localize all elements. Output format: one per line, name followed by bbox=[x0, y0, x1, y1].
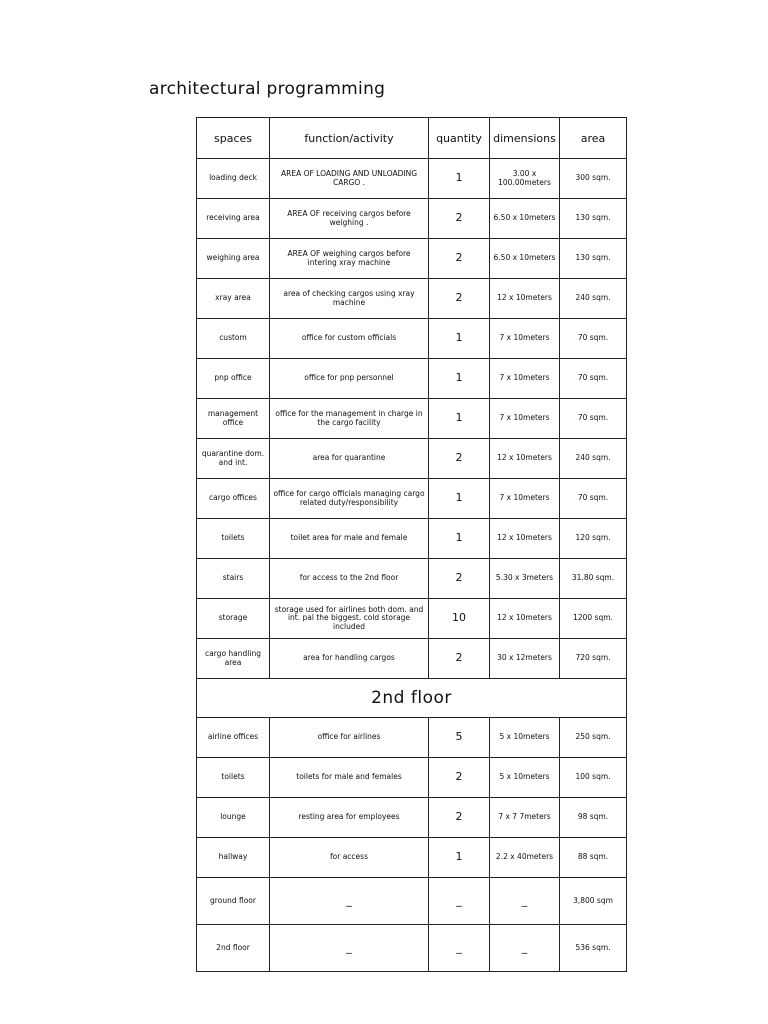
cell-area: 70 sqm. bbox=[560, 479, 627, 519]
cell-function: office for custom officials bbox=[270, 319, 429, 359]
cell-space: management office bbox=[197, 399, 270, 439]
cell-quantity: 2 bbox=[429, 199, 490, 239]
table-row bbox=[197, 239, 627, 279]
table-row bbox=[197, 399, 627, 439]
cell-quantity: 1 bbox=[429, 479, 490, 519]
table-row bbox=[197, 639, 627, 679]
cell-dimensions: 7 x 10meters bbox=[490, 359, 560, 399]
cell-space: cargo handling area bbox=[197, 639, 270, 679]
cell-area: 240 sqm. bbox=[560, 279, 627, 319]
header-quantity: quantity bbox=[429, 118, 490, 159]
cell-quantity: 2 bbox=[429, 279, 490, 319]
cell-dimensions: 12 x 10meters bbox=[490, 519, 560, 559]
cell-quantity: 10 bbox=[429, 599, 490, 639]
cell-quantity: 2 bbox=[429, 559, 490, 599]
cell-quantity: 2 bbox=[429, 239, 490, 279]
cell-dimensions: 7 x 7 7meters bbox=[490, 798, 560, 838]
table-row bbox=[197, 479, 627, 519]
cell-space: xray area bbox=[197, 279, 270, 319]
cell-area: 70 sqm. bbox=[560, 359, 627, 399]
table-row bbox=[197, 838, 627, 878]
table-row bbox=[197, 319, 627, 359]
cell-dimensions: 5.30 x 3meters bbox=[490, 559, 560, 599]
cell-quantity: 2 bbox=[429, 639, 490, 679]
cell-area: 70 sqm. bbox=[560, 399, 627, 439]
cell-function: resting area for employees bbox=[270, 798, 429, 838]
cell-space: 2nd floor bbox=[197, 925, 270, 972]
cell-quantity: 2 bbox=[429, 439, 490, 479]
cell-area: 31.80 sqm. bbox=[560, 559, 627, 599]
cell-dimensions: 5 x 10meters bbox=[490, 718, 560, 758]
cell-dimensions: 6.50 x 10meters bbox=[490, 239, 560, 279]
cell-function: office for cargo officials managing cargo related duty/responsibility bbox=[270, 479, 429, 519]
table-body bbox=[197, 159, 627, 972]
cell-quantity: 2 bbox=[429, 758, 490, 798]
cell-function: AREA OF receiving cargos before weighing . bbox=[270, 199, 429, 239]
cell-area: 120 sqm. bbox=[560, 519, 627, 559]
header-spaces: spaces bbox=[197, 118, 270, 159]
section-label: 2nd floor bbox=[197, 679, 627, 718]
cell-area: 300 sqm. bbox=[560, 159, 627, 199]
cell-space: hallway bbox=[197, 838, 270, 878]
cell-area: 100 sqm. bbox=[560, 758, 627, 798]
cell-quantity: 1 bbox=[429, 159, 490, 199]
table-row bbox=[197, 599, 627, 639]
cell-quantity: 2 bbox=[429, 798, 490, 838]
cell-dimensions: 7 x 10meters bbox=[490, 399, 560, 439]
cell-space: toilets bbox=[197, 758, 270, 798]
cell-dimensions: 12 x 10meters bbox=[490, 439, 560, 479]
cell-quantity: 5 bbox=[429, 718, 490, 758]
cell-area: 98 sqm. bbox=[560, 798, 627, 838]
cell-space: ground floor bbox=[197, 878, 270, 925]
cell-function: _ bbox=[270, 878, 429, 925]
header-dimensions: dimensions bbox=[490, 118, 560, 159]
cell-dimensions: _ bbox=[490, 925, 560, 972]
cell-dimensions: 30 x 12meters bbox=[490, 639, 560, 679]
table-row bbox=[197, 878, 627, 925]
cell-dimensions: _ bbox=[490, 878, 560, 925]
cell-space: custom bbox=[197, 319, 270, 359]
table-row bbox=[197, 439, 627, 479]
cell-function: AREA OF LOADING AND UNLOADING CARGO . bbox=[270, 159, 429, 199]
cell-space: loading deck bbox=[197, 159, 270, 199]
cell-area: 250 sqm. bbox=[560, 718, 627, 758]
cell-quantity: 1 bbox=[429, 519, 490, 559]
cell-space: quarantine dom. and int. bbox=[197, 439, 270, 479]
cell-quantity: 1 bbox=[429, 399, 490, 439]
cell-space: lounge bbox=[197, 798, 270, 838]
cell-space: airline offices bbox=[197, 718, 270, 758]
cell-dimensions: 12 x 10meters bbox=[490, 599, 560, 639]
page-title: architectural programming bbox=[149, 79, 386, 99]
cell-space: toilets bbox=[197, 519, 270, 559]
cell-function: toilets for male and females bbox=[270, 758, 429, 798]
cell-function: office for airlines bbox=[270, 718, 429, 758]
cell-space: receiving area bbox=[197, 199, 270, 239]
cell-area: 3,800 sqm bbox=[560, 878, 627, 925]
cell-area: 130 sqm. bbox=[560, 239, 627, 279]
cell-dimensions: 7 x 10meters bbox=[490, 319, 560, 359]
cell-dimensions: 5 x 10meters bbox=[490, 758, 560, 798]
cell-quantity: _ bbox=[429, 878, 490, 925]
cell-space: cargo offices bbox=[197, 479, 270, 519]
cell-quantity: _ bbox=[429, 925, 490, 972]
cell-function: area of checking cargos using xray machine bbox=[270, 279, 429, 319]
cell-function: area for quarantine bbox=[270, 439, 429, 479]
cell-space: weighing area bbox=[197, 239, 270, 279]
cell-dimensions: 7 x 10meters bbox=[490, 479, 560, 519]
table-row bbox=[197, 758, 627, 798]
cell-function: AREA OF weighing cargos before intering xray machine bbox=[270, 239, 429, 279]
cell-function: area for handling cargos bbox=[270, 639, 429, 679]
cell-function: office for pnp personnel bbox=[270, 359, 429, 399]
cell-dimensions: 6.50 x 10meters bbox=[490, 199, 560, 239]
cell-space: stairs bbox=[197, 559, 270, 599]
header-function: function/activity bbox=[270, 118, 429, 159]
cell-quantity: 1 bbox=[429, 359, 490, 399]
cell-dimensions: 12 x 10meters bbox=[490, 279, 560, 319]
cell-function: _ bbox=[270, 925, 429, 972]
cell-function: storage used for airlines both dom. and int. pal the biggest. cold storage included bbox=[270, 599, 429, 639]
cell-area: 720 sqm. bbox=[560, 639, 627, 679]
table-row bbox=[197, 925, 627, 972]
cell-quantity: 1 bbox=[429, 319, 490, 359]
cell-dimensions: 2.2 x 40meters bbox=[490, 838, 560, 878]
cell-function: for access to the 2nd floor bbox=[270, 559, 429, 599]
table-row bbox=[197, 159, 627, 199]
programming-table bbox=[196, 117, 627, 972]
cell-area: 1200 sqm. bbox=[560, 599, 627, 639]
header-area: area bbox=[560, 118, 627, 159]
cell-area: 130 sqm. bbox=[560, 199, 627, 239]
table-row bbox=[197, 359, 627, 399]
cell-area: 70 sqm. bbox=[560, 319, 627, 359]
table-row bbox=[197, 199, 627, 239]
cell-area: 240 sqm. bbox=[560, 439, 627, 479]
table-row bbox=[197, 519, 627, 559]
table-row bbox=[197, 718, 627, 758]
cell-function: toilet area for male and female bbox=[270, 519, 429, 559]
section-row bbox=[197, 679, 627, 718]
cell-space: pnp office bbox=[197, 359, 270, 399]
cell-area: 536 sqm. bbox=[560, 925, 627, 972]
table-row bbox=[197, 279, 627, 319]
cell-function: office for the management in charge in the cargo facility bbox=[270, 399, 429, 439]
cell-function: for access bbox=[270, 838, 429, 878]
table-row bbox=[197, 559, 627, 599]
cell-dimensions: 3.00 x 100.00meters bbox=[490, 159, 560, 199]
cell-quantity: 1 bbox=[429, 838, 490, 878]
cell-space: storage bbox=[197, 599, 270, 639]
table-row bbox=[197, 798, 627, 838]
header-row bbox=[197, 118, 627, 159]
cell-area: 88 sqm. bbox=[560, 838, 627, 878]
